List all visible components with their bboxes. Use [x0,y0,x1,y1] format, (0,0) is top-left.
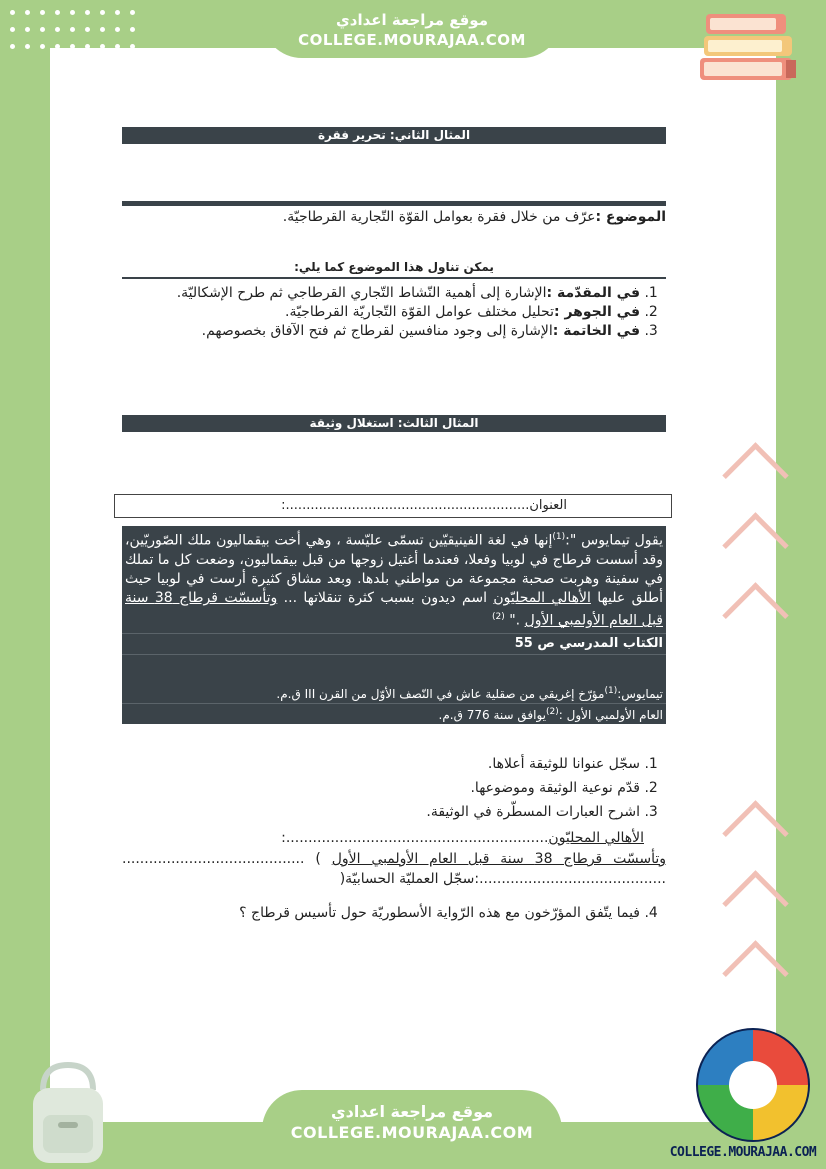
header-site-arabic: موقع مراجعة اعدادي [336,11,488,29]
questions-list [300,752,662,824]
footnote-ref: (1) [552,532,566,542]
subject-text: عرّف من خلال فقرة بعوامل القوّة التّجارية القرطاجيّة. [282,209,596,225]
doc-title-dots: ...........................................................: [281,498,530,513]
doc-text-part: إنها في لغة الفينيقيّين تسمّى عليّسة ، وهي أخت بيقماليون ملك الصّوريّين، وقد أسست قرطاج في لوبيا وفعلا، فعندما أغتيل زوجها من قبل بيقماليون، وضعت كل ما تملك في سفينة وهربت صحبة مجموعة من مواطني بلدها. وبعد مشاق كثيرة أرست في لوبيا حيث أطلق عليها [125,532,663,607]
footnote-1-text [276,686,663,701]
document-title-field[interactable] [114,494,672,518]
header-site-url: COLLEGE.MOURAJAA.COM [298,31,526,49]
doc-text-part: اسم ديدون بسبب كثرة تنقلاتها ... [277,590,494,607]
doc-footnote-1 [122,654,666,703]
plan-item [170,284,640,303]
q3-term-1: الأهالي المحليّون [548,830,644,846]
footer-logo-text: COLLEGE.MOURAJAA.COM [669,1145,817,1160]
question-item: 2. قدّم نوعية الوثيقة وموضوعها. [300,776,640,800]
subject-box [122,201,666,227]
section2-title: المثال الثاني: تحرير فقرة [122,127,666,144]
doc-source: الكتاب المدرسي ص 55 [122,633,666,654]
footnote-ref: (2) [546,707,559,718]
question-item: 1. سجّل عنوانا للوثيقة أعلاها. [300,752,640,776]
document-text [122,526,666,633]
q3-subitem-2[interactable] [122,849,666,889]
plan-item-label: في الجوهر : [553,304,640,320]
doc-text-part: يقول تيمايوس ": [565,532,663,549]
q3-answer-1: ...........................................................: [281,830,549,846]
subject-label: الموضوع : [595,209,666,225]
question-item: 3. اشرح العبارات المسطّرة في الوثيقة. [300,800,640,824]
q3-term-2: وتأسسّت قرطاج 38 سنة قبل العام الأولمبي الأول [331,851,667,867]
footnote-ref: (1) [604,686,618,697]
plan-item-text: الإشارة إلى وجود منافسين لقرطاج ثم فتح الآفاق بخصوصهم. [201,323,553,339]
footer-site-title[interactable] [262,1102,562,1144]
footnote-1-term: تيمايوس: [617,687,663,702]
underlined-phrase: الأهالي المحليّون [493,590,591,607]
underlined-phrase: وتأسسّت قرطاج 38 سنة قبل العام الأولمبي الأول [125,590,663,630]
question-item: 4. فيما يتّفق المؤرّخون مع هذه الرّواية الأسطوريّة حول تأسيس قرطاج ؟ [150,902,640,924]
footnote-2-term: العام الأولمبي الأول : [558,708,663,723]
subject-line [122,206,666,228]
plan-divider [122,277,666,279]
question-4-list [150,902,662,924]
document-box [122,526,666,724]
q3-subitem-1[interactable] [122,828,666,848]
footnote-1-def: مؤرّخ إغريقي من صقلية عاش في النّصف الأوّل من القرن III ق.م. [276,687,605,702]
footer-site-url: COLLEGE.MOURAJAA.COM [290,1123,534,1142]
doc-title-label: العنوان [529,498,567,513]
doc-footnote-2 [122,703,666,724]
plan-list [170,284,662,341]
section3-title: المثال الثالث: استغلال وثيقة [122,415,666,432]
footnote-ref: (2) [492,612,505,623]
backpack-illustration [18,1060,118,1165]
plan-heading: يمكن تناول هذا الموضوع كما يلي: [294,260,494,274]
books-illustration [696,6,806,96]
plan-item-text: تحليل مختلف عوامل القوّة التّجاريّة القرطاجيّة. [285,304,554,320]
doc-text-part: ." [504,613,525,630]
q3-answer-2: ) ......................................... ..........................................:سجّل العمليّة الحسابيّة( [122,851,666,887]
plan-item [170,322,640,341]
footer-site-arabic: موقع مراجعة اعدادي [330,1102,494,1121]
plan-item [170,303,640,322]
header-site-title[interactable] [262,10,562,50]
footnote-2-def: يوافق سنة 776 ق.م. [438,708,546,723]
college-logo-icon [694,1026,812,1144]
plan-item-label: في المقدّمة : [546,285,640,301]
plan-item-text: الإشارة إلى أهمية النّشاط التّجاري القرطاجي ثم طرح الإشكاليّة. [176,285,547,301]
plan-item-label: في الخاتمة : [552,323,640,339]
